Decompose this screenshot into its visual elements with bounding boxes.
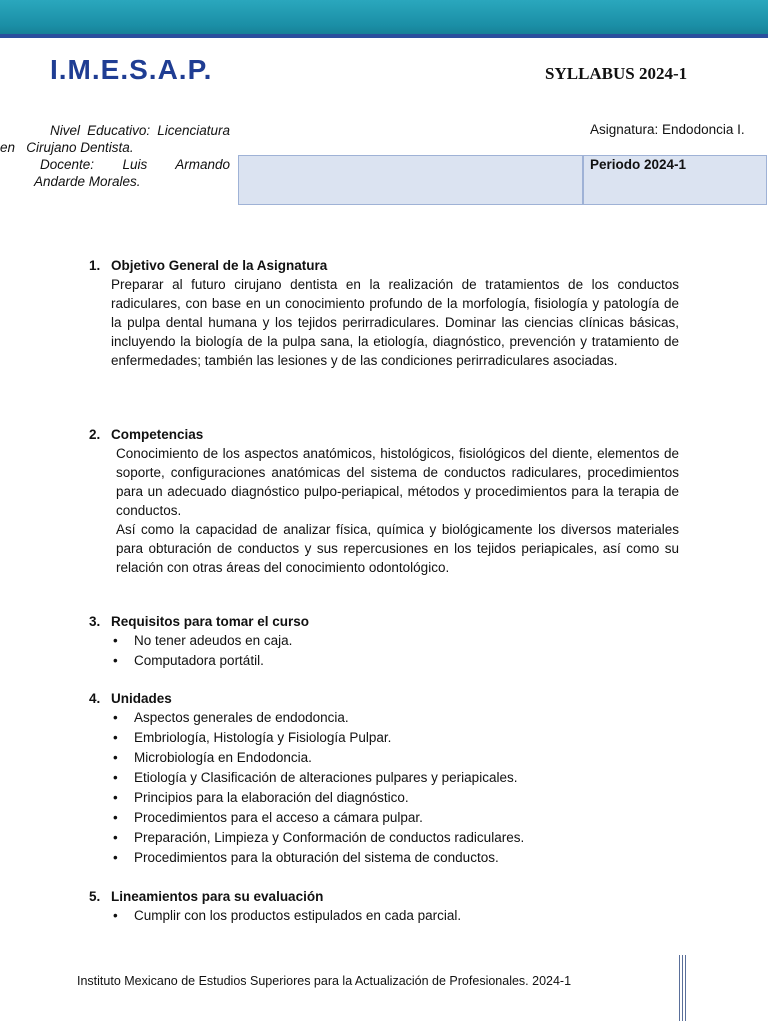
docente-line1: Docente: Luis Armando xyxy=(40,157,230,172)
section-heading xyxy=(89,689,679,708)
list-item xyxy=(111,848,679,868)
section-paragraph: Así como la capacidad de analizar física, química y biológicamente los diversos materiales para obturación de conductos y sus repercusiones en los tejidos periapicales, así como su relación con otras áreas del conocimiento odontológico. xyxy=(116,522,679,575)
list-item-text: Preparación, Limpieza y Conformación de conductos radiculares. xyxy=(134,830,525,845)
periodo-label: Periodo 2024-1 xyxy=(590,157,687,172)
document-title: SYLLABUS 2024-1 xyxy=(545,64,688,83)
bullet-icon: • xyxy=(113,730,118,745)
list-item xyxy=(111,828,679,848)
list-item xyxy=(111,631,679,651)
section-number: 5. xyxy=(89,889,101,904)
section-unidades xyxy=(89,689,679,868)
bullet-icon: • xyxy=(113,653,118,668)
list-item-text: Procedimientos para el acceso a cámara pulpar. xyxy=(134,810,423,825)
section-number: 2. xyxy=(89,427,101,442)
list-item xyxy=(111,708,679,728)
section-number: 4. xyxy=(89,691,101,706)
bullet-icon: • xyxy=(113,750,118,765)
section-heading xyxy=(89,425,679,444)
list-item-text: Aspectos generales de endodoncia. xyxy=(134,710,349,725)
section-title: Competencias xyxy=(111,427,204,442)
list-item-text: Embriología, Histología y Fisiología Pulpar. xyxy=(134,730,392,745)
list-item xyxy=(111,748,679,768)
section-requisitos xyxy=(89,612,679,671)
section-heading xyxy=(89,887,679,906)
section-objetivo xyxy=(89,256,679,370)
list-item-text: Computadora portátil. xyxy=(134,653,264,668)
list-item xyxy=(111,906,679,926)
bullet-icon: • xyxy=(113,908,118,923)
bullet-icon: • xyxy=(113,710,118,725)
bullet-list xyxy=(111,631,679,671)
bullet-list xyxy=(111,708,679,868)
bullet-icon: • xyxy=(113,770,118,785)
section-paragraph: Conocimiento de los aspectos anatómicos, histológicos, fisiológicos del diente, elementos de soporte, configuraciones anatómicas del sistema de conductos radiculares, procedimientos para un adecuado diagnóstico pulpo-periapical, métodos y procedimientos para la terapia de conductos. xyxy=(116,446,679,518)
section-competencias xyxy=(89,425,679,577)
section-heading xyxy=(89,612,679,631)
list-item xyxy=(111,768,679,788)
list-item-text: Cumplir con los productos estipulados en cada parcial. xyxy=(134,908,462,923)
bullet-icon: • xyxy=(113,790,118,805)
page-footer: Instituto Mexicano de Estudios Superiores para la Actualización de Profesionales. 2024-1 xyxy=(77,974,572,988)
list-item-text: Procedimientos para la obturación del sistema de conductos. xyxy=(134,850,499,865)
section-title: Unidades xyxy=(111,691,172,706)
footer-divider xyxy=(679,955,680,1021)
header-bar xyxy=(0,0,768,36)
section-evaluacion xyxy=(89,887,679,926)
bullet-icon: • xyxy=(113,633,118,648)
info-table-cell-empty xyxy=(238,155,583,205)
bullet-icon: • xyxy=(113,830,118,845)
section-heading xyxy=(89,256,679,275)
section-title: Requisitos para tomar el curso xyxy=(111,614,310,629)
bullet-icon: • xyxy=(113,850,118,865)
list-item-text: Microbiología en Endodoncia. xyxy=(134,750,312,765)
footer-divider xyxy=(685,955,686,1021)
header-bar-underline xyxy=(0,34,768,38)
section-title: Lineamientos para su evaluación xyxy=(111,889,324,904)
list-item xyxy=(111,651,679,671)
nivel-educativo-line2: en Cirujano Dentista. xyxy=(0,140,134,155)
list-item xyxy=(111,808,679,828)
list-item-text: Etiología y Clasificación de alteraciones pulpares y periapicales. xyxy=(134,770,518,785)
section-number: 3. xyxy=(89,614,101,629)
section-title: Objetivo General de la Asignatura xyxy=(111,258,328,273)
section-paragraph: Preparar al futuro cirujano dentista en la realización de tratamientos de los conductos radiculares, con base en un conocimiento profundo de la morfología, fisiología y patología de la pulpa dental humana y los tejidos perirradiculares. Dominar las ciencias clínicas básicas, incluyendo la biología de la pulpa sana, la etiología, diagnóstico, prevención y tratamiento de enfermedades; también las lesiones y de las condiciones perirradiculares asociadas. xyxy=(111,277,679,368)
list-item-text: No tener adeudos en caja. xyxy=(134,633,293,648)
list-item xyxy=(111,788,679,808)
list-item xyxy=(111,728,679,748)
bullet-list xyxy=(111,906,679,926)
footer-divider xyxy=(682,955,683,1021)
bullet-icon: • xyxy=(113,810,118,825)
list-item-text: Principios para la elaboración del diagnóstico. xyxy=(134,790,409,805)
institution-logo: I.M.E.S.A.P. xyxy=(50,54,213,85)
section-number: 1. xyxy=(89,258,101,273)
nivel-educativo-line1: Nivel Educativo: Licenciatura xyxy=(50,123,230,138)
asignatura-label: Asignatura: Endodoncia I. xyxy=(590,122,745,137)
docente-line2: Andarde Morales. xyxy=(34,174,141,189)
